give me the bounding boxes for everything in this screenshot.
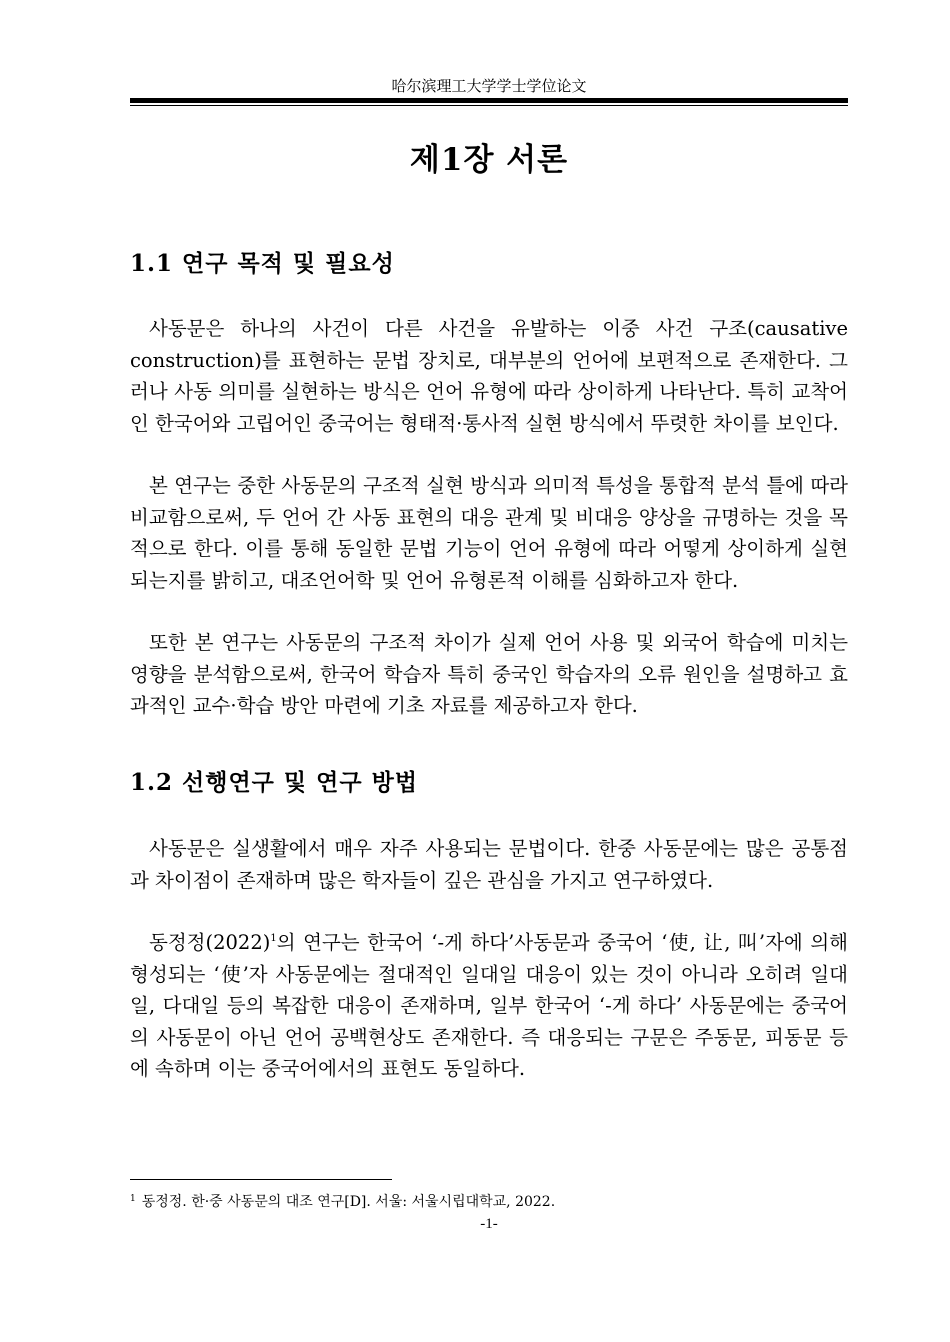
footnote-reference[interactable]: 1 <box>270 933 277 944</box>
running-header: 哈尔滨理工大学学士学位论文 <box>391 79 587 95</box>
citation-body: 의 연구는 한국어 ‘-게 하다’사동문과 중국어 ‘使, 让, 叫’자에 의해 형성되는 ‘使’자 사동문에는 절대적인 일대일 대응이 있는 것이 아니라 오히려 일대일, 다대일 등의 복잡한 대응이 존재하며, 일부 한국어 ‘-게 하다’ 사동문에는 중국어의 사동문이 아닌 언어 공백현상도 존재한다. 즉 대응되는 구문은 주동문, 피동문 등에 속하며 이는 중국어에서의 표현도 동일하다. <box>130 931 848 1080</box>
paragraph-purpose-3: 또한 본 연구는 사동문의 구조적 차이가 실제 언어 사용 및 외국어 학습에 미치는 영향을 분석함으로써, 한국어 학습자 특히 중국인 학습자의 오류 원인을 설명하고 효과적인 교수·학습 방안 마련에 기초 자료를 제공하고자 한다. <box>130 631 848 717</box>
section-heading-1-2: 1.2 선행연구 및 연구 방법 <box>130 769 419 796</box>
section-heading-1-1: 1.1 연구 목적 및 필요성 <box>130 250 395 277</box>
paragraph-purpose-2: 본 연구는 중한 사동문의 구조적 실현 방식과 의미적 특성을 통합적 분석 틀에 따라 비교함으로써, 두 언어 간 사동 표현의 대응 관계 및 비대응 양상을 규명하는 것을 목적으로 한다. 이를 통해 동일한 문법 기능이 언어 유형에 따라 어떻게 상이하게 실현되는지를 밝히고, 대조언어학 및 언어 유형론적 이해를 심화하고자 한다. <box>130 474 848 592</box>
header-rule-thin <box>130 105 848 106</box>
citation-author: 동정정(2022) <box>149 931 271 954</box>
paragraph-prior-research-1: 사동문은 실생활에서 매우 자주 사용되는 문법이다. 한중 사동문에는 많은 공통점과 차이점이 존재하며 많은 학자들이 깊은 관심을 가지고 연구하였다. <box>130 837 848 892</box>
header-rule <box>130 98 848 103</box>
footnote-text: 동정정. 한·중 사동문의 대조 연구[D]. 서울: 서울시립대학교, 2022. <box>141 1194 556 1210</box>
footnote-separator <box>130 1179 392 1180</box>
footnote <box>130 1192 848 1212</box>
footnote-marker: 1 <box>130 1194 136 1204</box>
paragraph-purpose-1: 사동문은 하나의 사건이 다른 사건을 유발하는 이중 사건 구조(causative construction)를 표현하는 문법 장치로, 대부분의 언어에 보편적으로 존재한다. 그러나 사동 의미를 실현하는 방식은 언어 유형에 따라 상이하게 나타난다. 특히 교착어인 한국어와 고립어인 중국어는 형태적·통사적 실현 방식에서 뚜렷한 차이를 보인다. <box>130 317 848 435</box>
chapter-title: 제1장 서론 <box>409 142 569 178</box>
page-number: -1- <box>480 1216 498 1232</box>
paragraph-prior-research-2 <box>130 927 848 1085</box>
